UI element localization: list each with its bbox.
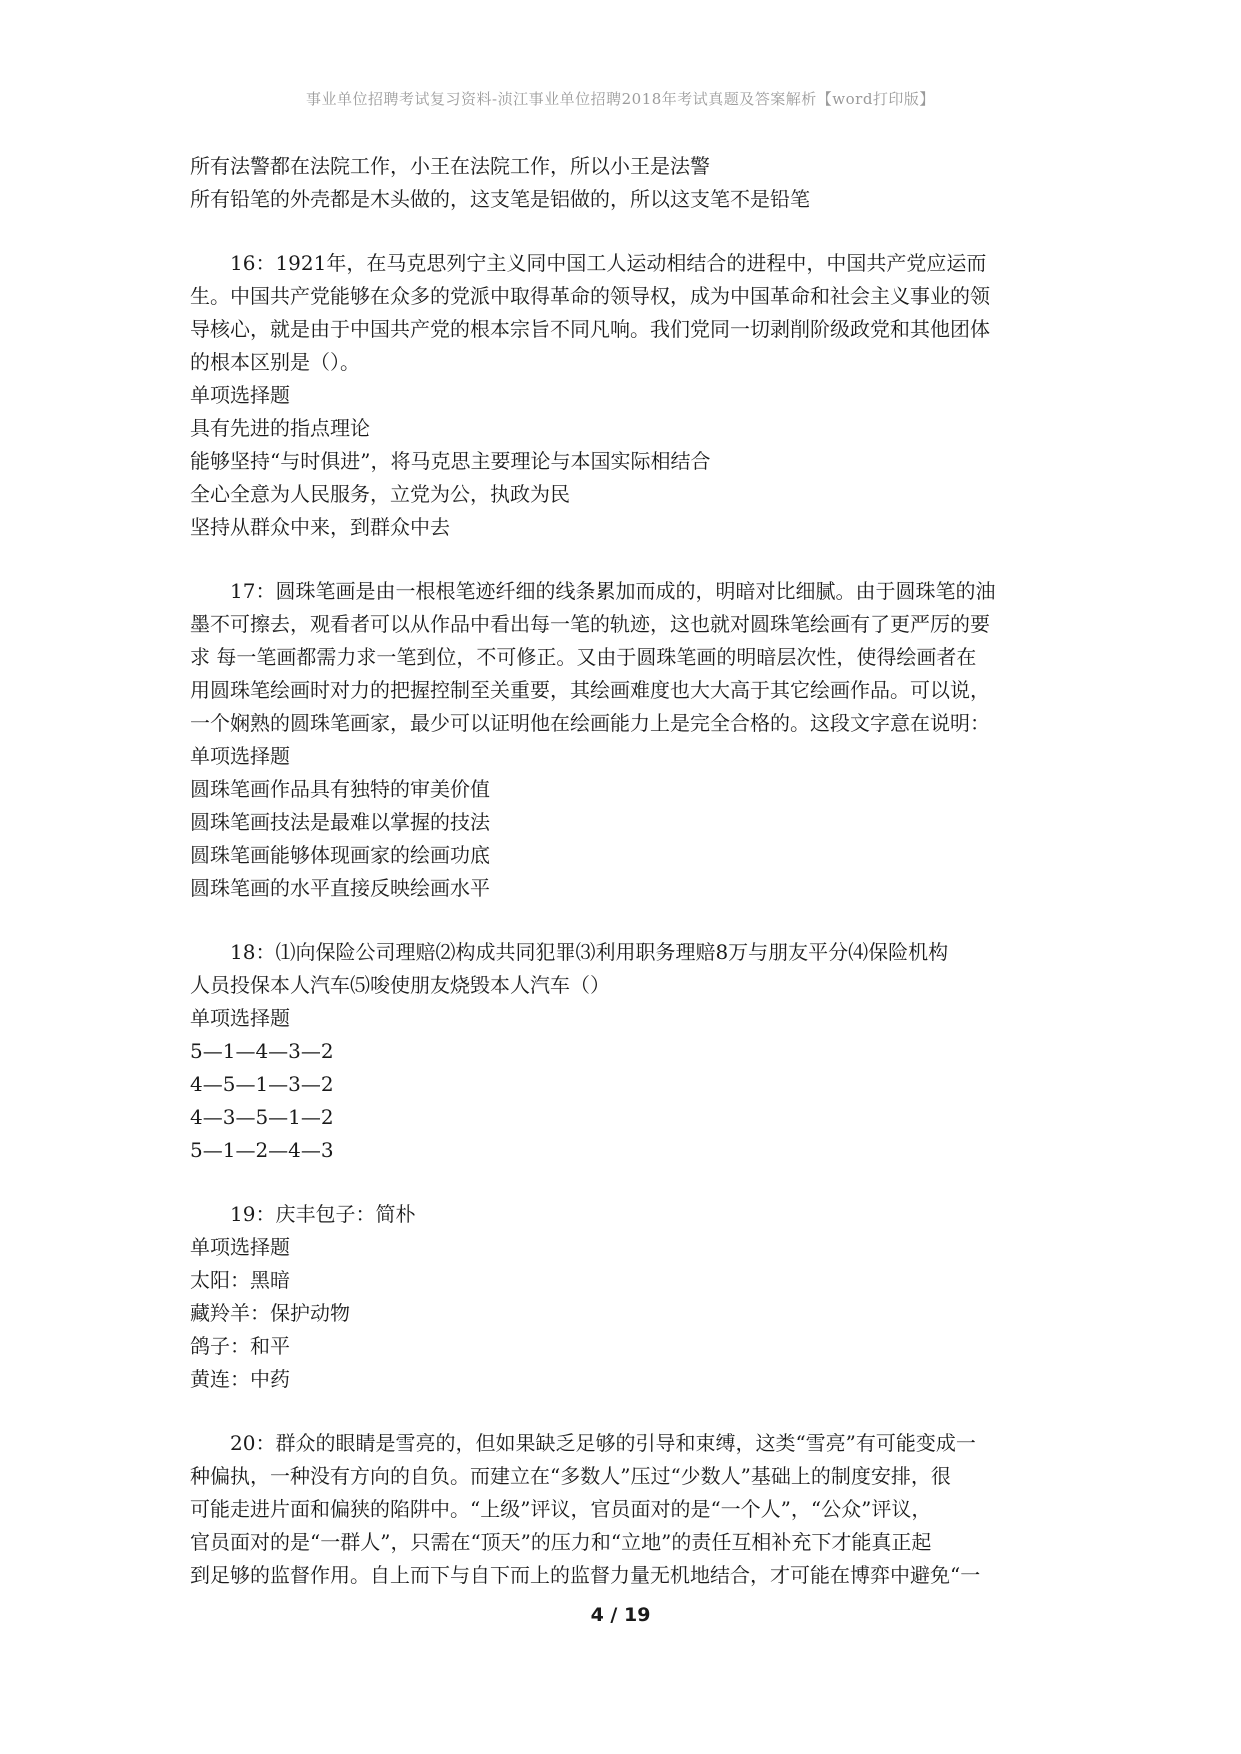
question-stem-line: 17：圆珠笔画是由一根根笔迹纤细的线条累加而成的，明暗对比细腻。由于圆珠笔的油 xyxy=(230,579,996,603)
question-type: 单项选择题 xyxy=(190,1235,290,1259)
question-17 xyxy=(190,575,1070,905)
option: 圆珠笔画的水平直接反映绘画水平 xyxy=(190,876,490,900)
question-type: 单项选择题 xyxy=(190,1006,290,1030)
question-19 xyxy=(190,1198,1070,1396)
option: 黄连：中药 xyxy=(190,1367,290,1391)
option: 5—1—2—4—3 xyxy=(190,1138,334,1162)
option: 藏羚羊：保护动物 xyxy=(190,1301,350,1325)
question-stem-line: 求 每一笔画都需力求一笔到位，不可修正。又由于圆珠笔画的明暗层次性，使得绘画者在 xyxy=(190,645,977,669)
question-18 xyxy=(190,936,1070,1167)
question-stem-line: 16：1921年，在马克思列宁主义同中国工人运动相结合的进程中，中国共产党应运而 xyxy=(230,251,987,275)
question-stem-line: 官员面对的是“一群人”，只需在“顶天”的压力和“立地”的责任互相补充下才能真正起 xyxy=(190,1530,932,1554)
option: 具有先进的指点理论 xyxy=(190,416,370,440)
option: 4—5—1—3—2 xyxy=(190,1072,334,1096)
option: 太阳：黑暗 xyxy=(190,1268,290,1292)
option: 圆珠笔画技法是最难以掌握的技法 xyxy=(190,810,490,834)
option: 5—1—4—3—2 xyxy=(190,1039,334,1063)
option: 圆珠笔画作品具有独特的审美价值 xyxy=(190,777,490,801)
option: 坚持从群众中来，到群众中去 xyxy=(190,515,450,539)
option: 所有铅笔的外壳都是木头做的，这支笔是铝做的，所以这支笔不是铅笔 xyxy=(190,187,810,211)
question-stem-line: 20：群众的眼睛是雪亮的，但如果缺乏足够的引导和束缚，这类“雪亮”有可能变成一 xyxy=(230,1431,976,1455)
question-stem-line: 用圆珠笔绘画时对力的把握控制至关重要，其绘画难度也大大高于其它绘画作品。可以说， xyxy=(190,678,990,702)
option: 4—3—5—1—2 xyxy=(190,1105,334,1129)
previous-question-options xyxy=(190,150,1070,216)
question-stem-line: 导核心，就是由于中国共产党的根本宗旨不同凡响。我们党同一切剥削阶级政党和其他团体 xyxy=(190,317,990,341)
page-number: 4 / 19 xyxy=(590,1604,651,1626)
page-content xyxy=(190,150,1070,1592)
question-16 xyxy=(190,247,1070,544)
question-stem-line: 生。中国共产党能够在众多的党派中取得革命的领导权，成为中国革命和社会主义事业的领 xyxy=(190,284,990,308)
page-header: 事业单位招聘考试复习资料-浈江事业单位招聘2018年考试真题及答案解析【word打印版】 xyxy=(306,90,935,108)
question-stem-line: 到足够的监督作用。自上而下与自下而上的监督力量无机地结合，才可能在博弈中避免“一 xyxy=(190,1563,981,1587)
question-stem-line: 18：⑴向保险公司理赔⑵构成共同犯罪⑶利用职务理赔8万与朋友平分⑷保险机构 xyxy=(230,940,949,964)
question-stem-line: 墨不可擦去，观看者可以从作品中看出每一笔的轨迹，这也就对圆珠笔绘画有了更严厉的要 xyxy=(190,612,990,636)
option: 能够坚持“与时俱进”，将马克思主要理论与本国实际相结合 xyxy=(190,449,711,473)
question-stem-line: 可能走进片面和偏狭的陷阱中。“上级”评议，官员面对的是“一个人”，“公众”评议， xyxy=(190,1497,932,1521)
option: 圆珠笔画能够体现画家的绘画功底 xyxy=(190,843,490,867)
option: 所有法警都在法院工作，小王在法院工作，所以小王是法警 xyxy=(190,154,710,178)
question-stem-line: 的根本区别是（）。 xyxy=(190,350,360,374)
option: 鸽子：和平 xyxy=(190,1334,290,1358)
question-stem-line: 19：庆丰包子：简朴 xyxy=(230,1202,416,1226)
question-stem-line: 一个娴熟的圆珠笔画家，最少可以证明他在绘画能力上是完全合格的。这段文字意在说明： xyxy=(190,711,990,735)
question-20 xyxy=(190,1427,1070,1592)
option: 全心全意为人民服务，立党为公，执政为民 xyxy=(190,482,570,506)
question-type: 单项选择题 xyxy=(190,744,290,768)
question-type: 单项选择题 xyxy=(190,383,290,407)
question-stem-line: 人员投保本人汽车⑸唆使朋友烧毁本人汽车（） xyxy=(190,973,610,997)
question-stem-line: 种偏执，一种没有方向的自负。而建立在“多数人”压过“少数人”基础上的制度安排，很 xyxy=(190,1464,951,1488)
